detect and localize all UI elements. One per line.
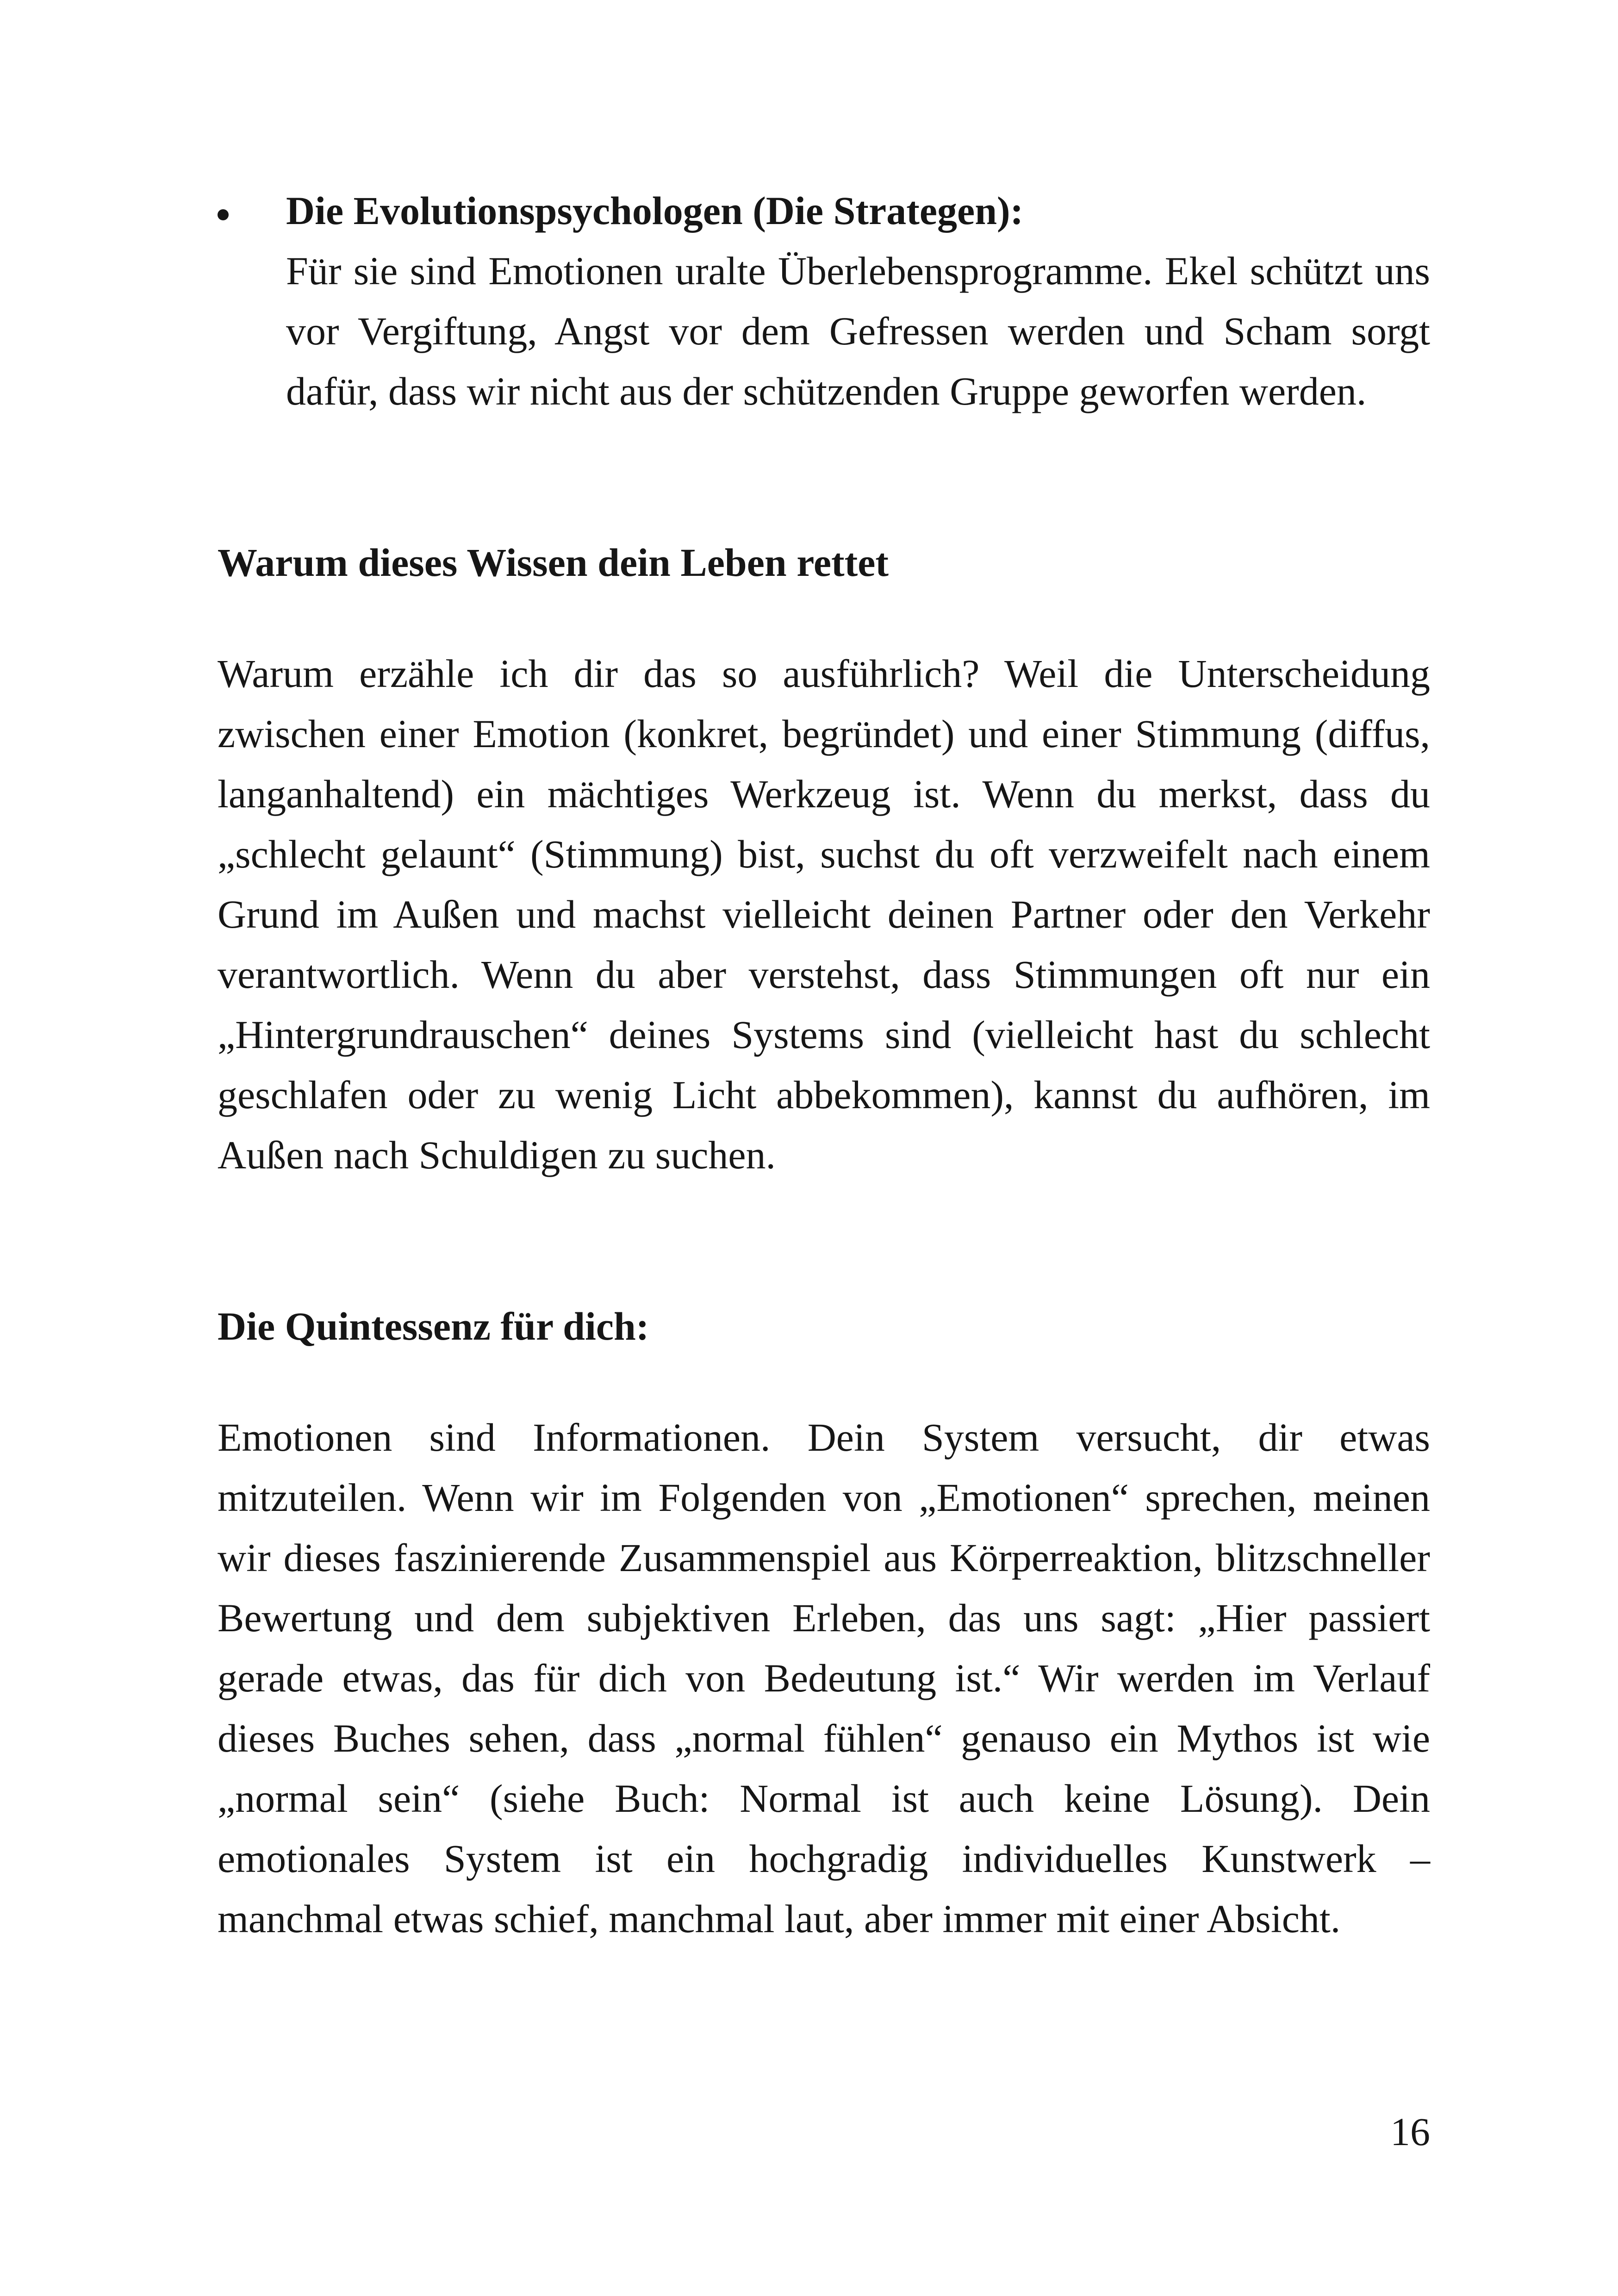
bullet-body [286,181,1430,421]
paragraph-warum: Warum erzähle ich dir das so ausführlich? Weil die Unterscheidung zwischen einer Emotion (konkret, begründet) und einer Stimmung (diffus, langanhaltend) ein mächtiges Werkzeug ist. Wenn du merkst, dass du „schlecht gelaunt“ (Stimmung) bist, suchst du oft verzweifelt nach einem Grund im Außen und machst vielleicht deinen Partner oder den Verkehr verantwortlich. Wenn du aber verstehst, dass Stimmungen oft nur ein „Hintergrundrauschen“ deines Systems sind (vielleicht hast du schlecht geschlafen oder zu wenig Licht abbekommen), kannst du aufhören, im Außen nach Schuldigen zu suchen. [218,651,1430,1177]
section-heading-warum: Warum dieses Wissen dein Leben rettet [218,540,889,585]
paragraph-quintessenz: Emotionen sind Informationen. Dein System versucht, dir etwas mitzuteilen. Wenn wir im Folgenden von „Emotionen“ sprechen, meinen wir dieses faszinierende Zusammenspiel aus Körperreaktion, blitzschneller Bewertung und dem subjektiven Erleben, das uns sagt: „Hier passiert gerade etwas, das für dich von Bedeutung ist.“ Wir werden im Verlauf dieses Buches sehen, dass „normal fühlen“ genauso ein Mythos ist wie „normal sein“ (siehe Buch: Normal ist auch keine Lösung). Dein emotionales System ist ein hochgradig individuelles Kunstwerk – manchmal etwas schief, manchmal laut, aber immer mit einer Absicht. [218,1415,1430,1941]
section-heading-quintessenz: Die Quintessenz für dich: [218,1304,649,1348]
bullet-point-icon [218,209,229,220]
page-number: 16 [1390,2109,1430,2154]
bullet-text: Für sie sind Emotionen uralte Überlebensprogramme. Ekel schützt uns vor Vergiftung, Angst vor dem Gefressen werden und Scham sorgt dafür, dass wir nicht aus der schützenden Gruppe geworfen werden. [286,249,1430,413]
bullet-title: Die Evolutionspsychologen (Die Strategen): [286,188,1024,233]
